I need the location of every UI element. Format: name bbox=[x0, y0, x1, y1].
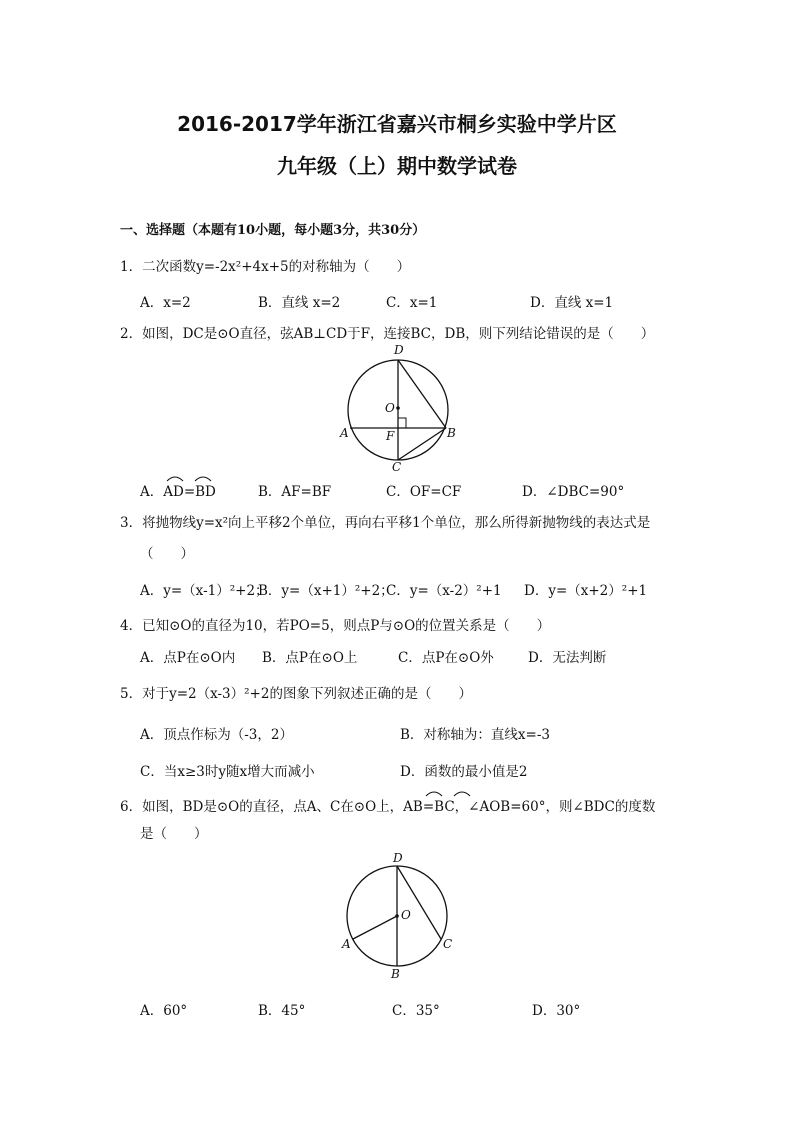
q3-option-b: B．y=（x+1）²+2； bbox=[258, 583, 394, 599]
question-4-stem: 4．已知⊙O的直径为10，若PO=5，则点P与⊙O的位置关系是（ ） bbox=[120, 618, 551, 634]
q2-figure bbox=[336, 340, 466, 475]
question-3-stem: 3．将抛物线y=x²向上平移2个单位，再向右平移1个单位，那么所得新抛物线的表达式是 bbox=[120, 515, 651, 531]
q3-option-d: D．y=（x+2）²+1 bbox=[524, 583, 648, 599]
q4-option-d: D．无法判断 bbox=[528, 650, 607, 666]
q6-option-c: C．35° bbox=[392, 1003, 440, 1019]
q1-option-b: B．直线 x=2 bbox=[258, 295, 341, 311]
q2-label-o: O bbox=[385, 401, 395, 415]
q6-arc-symbols bbox=[424, 788, 482, 798]
q2-label-d: D bbox=[394, 343, 404, 357]
q2-label-b: B bbox=[447, 426, 456, 440]
page-title-line2: 九年级（上）期中数学试卷 bbox=[277, 154, 517, 178]
question-2-stem: 2．如图，DC是⊙O直径，弦AB⊥CD于F，连接BC，DB，则下列结论错误的是（ ） bbox=[120, 326, 655, 342]
q4-option-b: B．点P在⊙O上 bbox=[262, 650, 358, 666]
q1-option-c: C．x=1 bbox=[386, 295, 438, 311]
q3-option-c: C．y=（x-2）²+1 bbox=[386, 583, 502, 599]
q6-option-b: B．45° bbox=[258, 1003, 306, 1019]
q5-option-d: D．函数的最小值是2 bbox=[400, 764, 528, 780]
q3-option-a: A．y=（x-1）²+2； bbox=[140, 583, 269, 599]
q6-figure bbox=[335, 848, 465, 983]
q2-label-c: C bbox=[392, 460, 402, 474]
q2-label-a: A bbox=[340, 426, 349, 440]
q5-option-b: B．对称轴为：直线x=-3 bbox=[400, 727, 550, 743]
question-1-stem: 1．二次函数y=-2x²+4x+5的对称轴为（ ） bbox=[120, 259, 411, 275]
q6-label-o: O bbox=[401, 908, 411, 922]
q2-option-a: A．AD=BD bbox=[140, 484, 216, 500]
q6-label-a: A bbox=[342, 937, 351, 951]
q5-option-a: A．顶点作标为（-3，2） bbox=[140, 727, 293, 743]
question-6-stem: 6．如图，BD是⊙O的直径，点A、C在⊙O上，AB=BC，∠AOB=60°，则∠BDC的度数 bbox=[120, 799, 656, 815]
question-5-stem: 5．对于y=2（x-3）²+2的图象下列叙述正确的是（ ） bbox=[120, 686, 472, 702]
q2-option-c: C．OF=CF bbox=[386, 484, 462, 500]
q6-option-a: A．60° bbox=[140, 1003, 188, 1019]
question-3-stem-cont: （ ） bbox=[140, 546, 194, 562]
q4-option-a: A．点P在⊙O内 bbox=[140, 650, 236, 666]
q2-option-b: B．AF=BF bbox=[258, 484, 332, 500]
q2-arc-symbols bbox=[165, 473, 217, 483]
q1-option-a: A．x=2 bbox=[140, 295, 191, 311]
q2-option-d: D．∠DBC=90° bbox=[522, 484, 625, 500]
q1-option-d: D．直线 x=1 bbox=[530, 295, 614, 311]
q4-option-c: C．点P在⊙O外 bbox=[398, 650, 494, 666]
q2-label-f: F bbox=[386, 429, 395, 443]
question-6-stem-cont: 是（ ） bbox=[140, 826, 208, 842]
page-title-line1: 2016-2017学年浙江省嘉兴市桐乡实验中学片区 bbox=[177, 112, 617, 136]
q6-option-d: D．30° bbox=[532, 1003, 581, 1019]
q6-label-b: B bbox=[391, 967, 400, 981]
q5-option-c: C．当x≥3时y随x增大而减小 bbox=[140, 764, 315, 780]
q6-label-d: D bbox=[393, 851, 403, 865]
section-heading: 一、选择题（本题有10小题，每小题3分，共30分） bbox=[120, 223, 426, 238]
q6-label-c: C bbox=[443, 937, 453, 951]
